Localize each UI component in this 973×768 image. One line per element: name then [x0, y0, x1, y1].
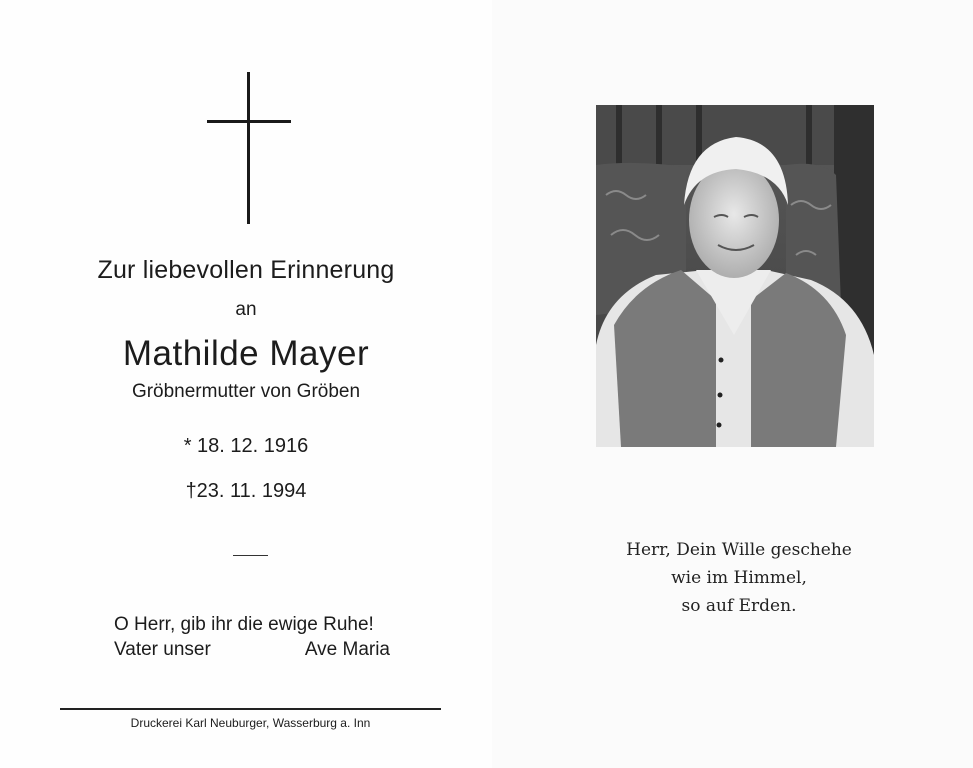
portrait-photo-icon [596, 105, 874, 447]
memorial-heading: Zur liebevollen Erinnerung [97, 256, 395, 284]
birth-date: * 18. 12. 1916 [183, 435, 309, 457]
prayer-line-1 [114, 612, 390, 637]
prayer-text: O Herr, gib ihr die ewige Ruhe! [114, 614, 374, 635]
deceased-subtitle: Gröbnermutter von Gröben [131, 381, 361, 402]
separator-dash [233, 555, 268, 556]
connector-word: an [235, 299, 257, 320]
cross-vertical-bar [247, 72, 250, 224]
prayer-block [114, 612, 390, 662]
prayer-vater-unser: Vater unser [114, 639, 211, 660]
prayer-line-2 [114, 637, 390, 662]
footer-rule [60, 708, 441, 710]
portrait-photo [596, 105, 874, 447]
quote-line-3: so auf Erden. [681, 596, 797, 616]
quote-line-1: Herr, Dein Wille geschehe [626, 540, 852, 560]
deceased-name: Mathilde Mayer [122, 334, 370, 373]
cross-horizontal-bar [207, 120, 291, 123]
scripture-quote [574, 536, 904, 620]
quote-line-2: wie im Himmel, [671, 568, 807, 588]
death-date: †23. 11. 1994 [185, 480, 307, 502]
printer-credit: Druckerei Karl Neuburger, Wasserburg a. Inn [130, 716, 371, 730]
prayer-ave-maria: Ave Maria [304, 639, 390, 660]
